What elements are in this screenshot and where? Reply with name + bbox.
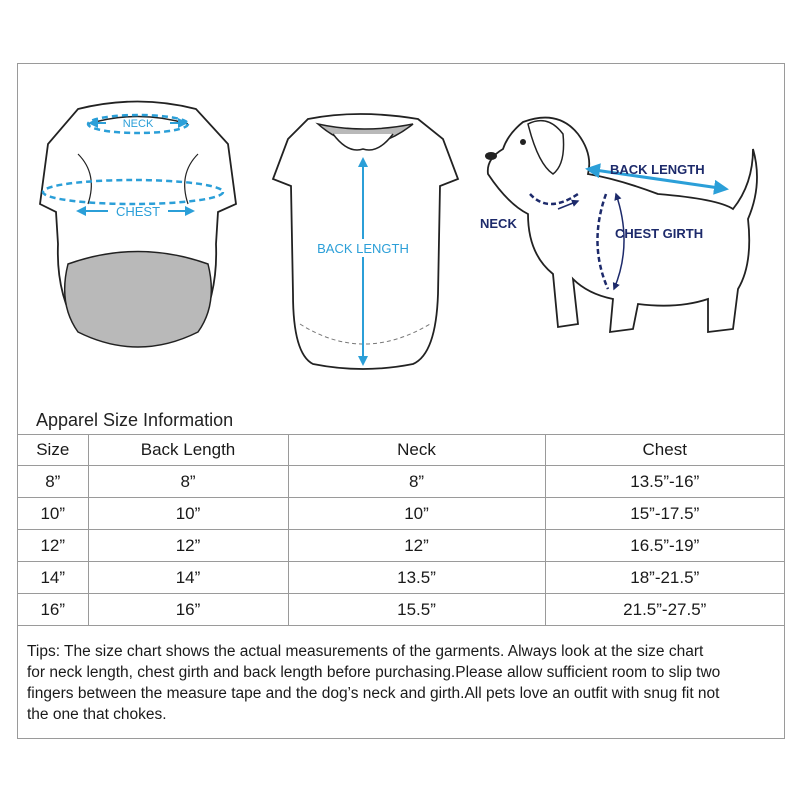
tips-line: Tips: The size chart shows the actual measurements of the garments. Always look at the size chart — [27, 643, 704, 660]
size-chart-frame — [17, 63, 785, 739]
table-row — [18, 466, 784, 498]
dog-chest-girth-label: CHEST GIRTH — [615, 226, 704, 241]
size-table-title: Apparel Size Information — [36, 410, 234, 430]
table-row — [18, 594, 784, 626]
cell-back-length: 14” — [88, 562, 288, 594]
back-shirt-drawing — [273, 114, 458, 369]
table-row — [18, 498, 784, 530]
cell-neck: 8” — [288, 466, 545, 498]
cell-chest: 16.5”-19” — [545, 530, 784, 562]
measurement-illustrations — [18, 64, 784, 404]
cell-size: 10” — [18, 498, 88, 530]
cell-chest: 21.5”-27.5” — [545, 594, 784, 626]
table-row — [18, 562, 784, 594]
cell-neck: 10” — [288, 498, 545, 530]
cell-back-length: 16” — [88, 594, 288, 626]
cell-size: 12” — [18, 530, 88, 562]
header-neck: Neck — [288, 435, 545, 466]
tips-line: for neck length, chest girth and back length before purchasing.Please allow sufficient room to slip two — [27, 664, 721, 681]
cell-chest: 13.5”-16” — [545, 466, 784, 498]
cell-size: 16” — [18, 594, 88, 626]
cell-back-length: 10” — [88, 498, 288, 530]
header-size: Size — [18, 435, 88, 466]
cell-neck: 15.5” — [288, 594, 545, 626]
tips-line: the one that chokes. — [27, 706, 167, 723]
cell-neck: 12” — [288, 530, 545, 562]
header-chest: Chest — [545, 435, 784, 466]
cell-back-length: 12” — [88, 530, 288, 562]
header-back-length: Back Length — [88, 435, 288, 466]
tips-line: fingers between the measure tape and the dog’s neck and girth.All pets love an outfit with snug fit not — [27, 685, 720, 702]
cell-size: 8” — [18, 466, 88, 498]
cell-size: 14” — [18, 562, 88, 594]
dog-neck-label: NECK — [480, 216, 517, 231]
front-neck-label: NECK — [122, 118, 154, 130]
front-shirt-drawing — [40, 102, 236, 348]
dog-back-length-label: BACK LENGTH — [610, 162, 705, 177]
cell-chest: 18”-21.5” — [545, 562, 784, 594]
front-chest-label: CHEST — [115, 204, 161, 219]
tips-text — [27, 641, 779, 725]
cell-neck: 13.5” — [288, 562, 545, 594]
back-length-label: BACK LENGTH — [317, 241, 409, 256]
cell-back-length: 8” — [88, 466, 288, 498]
cell-chest: 15”-17.5” — [545, 498, 784, 530]
table-header-row — [18, 435, 784, 466]
dog-drawing — [480, 118, 757, 332]
size-table — [18, 434, 784, 626]
table-row — [18, 530, 784, 562]
